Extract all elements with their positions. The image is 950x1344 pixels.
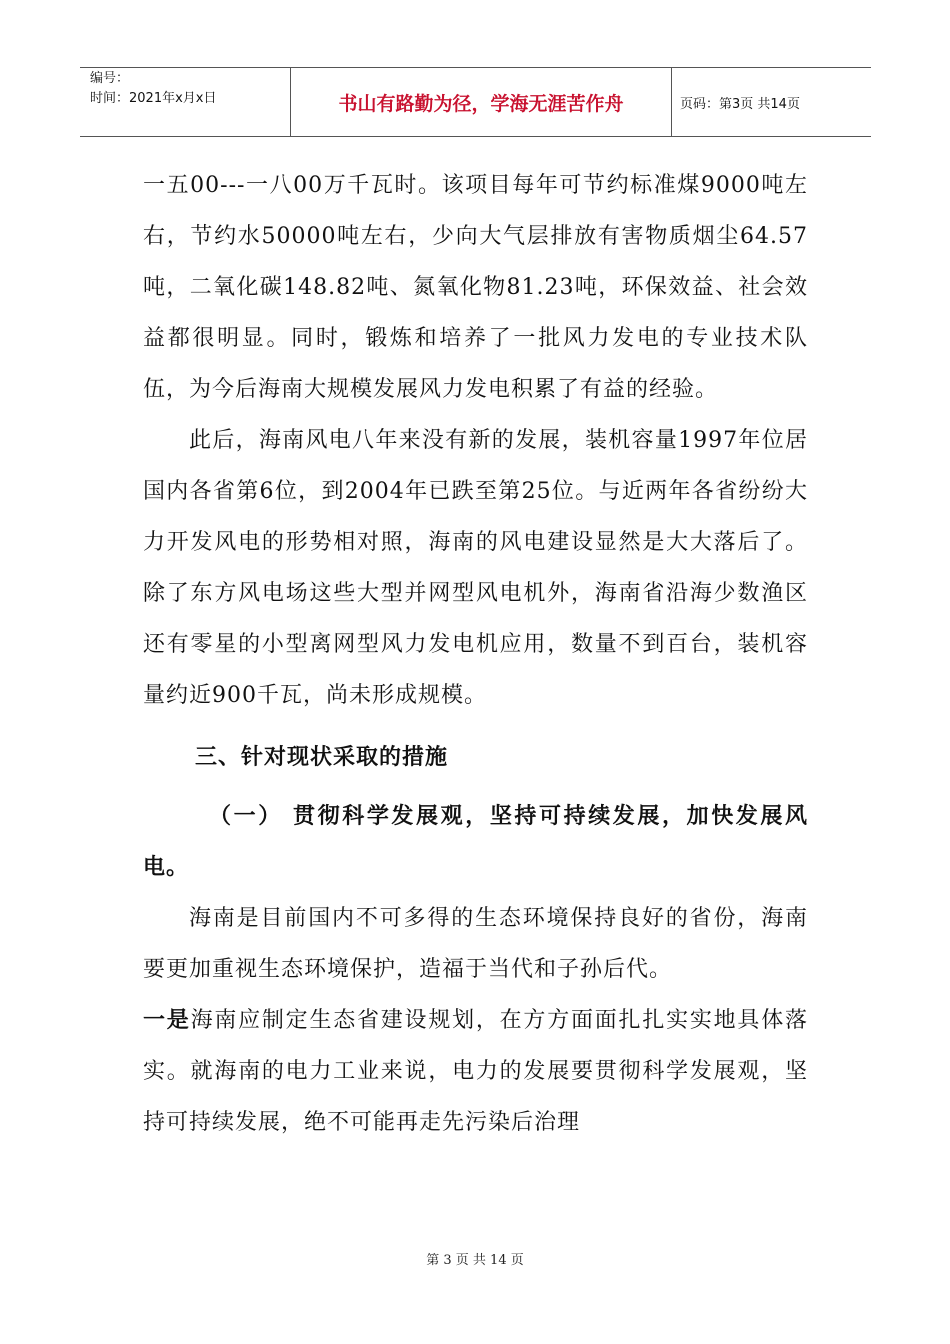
- document-code: 编号：: [90, 71, 130, 86]
- paragraph-4-lead: 一是: [143, 1008, 191, 1033]
- subsection-heading: （一） 贯彻科学发展观，坚持可持续发展，加快发展风电。: [143, 804, 808, 880]
- page-footer: 第 3 页 共 14 页: [426, 1253, 524, 1268]
- section-heading: 三、针对现状采取的措施: [195, 745, 449, 770]
- document-date: 时间：2021年x月x日: [90, 91, 217, 106]
- document-body: [143, 160, 808, 1148]
- header-motto: 书山有路勤为径，学海无涯苦作舟: [291, 68, 672, 137]
- header-meta: [80, 68, 291, 137]
- paragraph-2: 此后，海南风电八年来没有新的发展，装机容量1997年位居国内各省第6位，到2004年已跌至第25位。与近两年各省纷纷大力开发风电的形势相对照，海南的风电建设显然是大大落后了。除了东方风电场这些大型并网型风电机外，海南省沿海少数渔区还有零星的小型离网型风力发电机应用，数量不到百台，装机容量约近900千瓦，尚未形成规模。: [143, 428, 808, 708]
- paragraph-4-text: 海南应制定生态省建设规划，在方方面面扎扎实实地具体落实。就海南的电力工业来说，电力的发展要贯彻科学发展观，坚持可持续发展，绝不可能再走先污染后治理: [143, 1008, 808, 1135]
- paragraph-3: 海南是目前国内不可多得的生态环境保持良好的省份，海南要更加重视生态环境保护，造福于当代和子孙后代。: [143, 906, 808, 982]
- paragraph-1: 一五00---一八00万千瓦时。该项目每年可节约标准煤9000吨左右，节约水50000吨左右，少向大气层排放有害物质烟尘64.57吨，二氧化碳148.82吨、氮氧化物81.23吨，环保效益、社会效益都很明显。同时，锻炼和培养了一批风力发电的专业技术队伍，为今后海南大规模发展风力发电积累了有益的经验。: [143, 173, 808, 402]
- paragraph-4: [143, 995, 808, 1148]
- header-page-info: 页码：第3页 共14页: [680, 96, 800, 112]
- page-header: [80, 67, 871, 137]
